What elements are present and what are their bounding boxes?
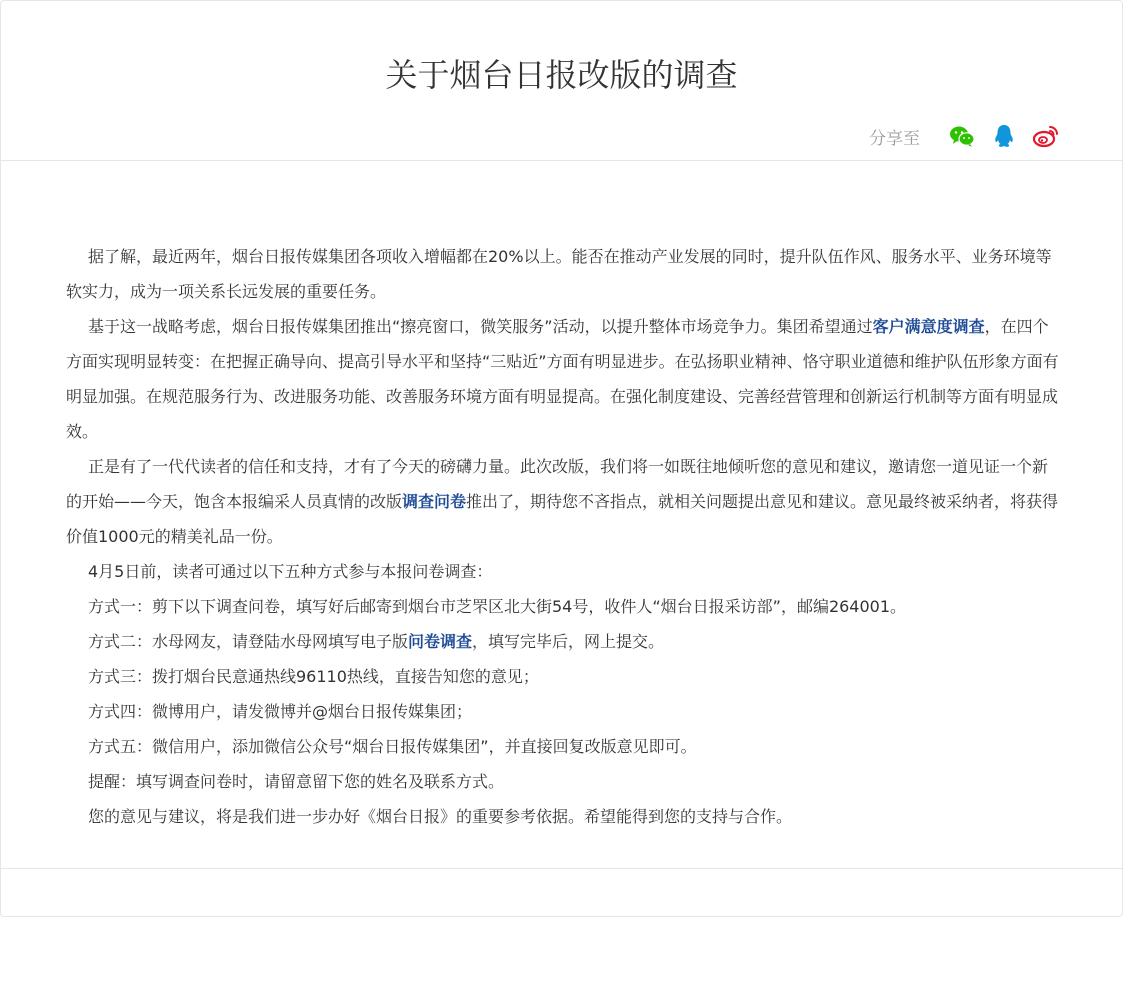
method-two-text-after: ，填写完毕后，网上提交。 bbox=[472, 632, 665, 651]
paragraph-invitation-text: 正是有了一代代读者的信任和支持，才有了今天的磅礴力量。此次改版，我们将一如既往地倾听您的意见和建议，邀请您一道见证一个新的开始——今天，饱含本报编采人员真情的改版 bbox=[66, 457, 1049, 511]
customer-satisfaction-survey-link[interactable]: 客户满意度调查 bbox=[872, 317, 985, 336]
page-title: 关于烟台日报改版的调查 bbox=[385, 56, 738, 94]
method-four: 方式四：微博用户，请发微博并@烟台日报传媒集团； bbox=[88, 702, 473, 721]
paragraph-intro: 据了解，最近两年，烟台日报传媒集团各项收入增幅都在20%以上。能否在推动产业发展的同时，提升队伍作风、服务水平、业务环境等软实力，成为一项关系长远发展的重要任务。 bbox=[66, 247, 1052, 301]
paragraph-invitation-text-after: 推出了，期待您不吝指点，就相关问题提出意见和建议。意见最终被采纳者，将获得价值1000元的精美礼品一份。 bbox=[66, 492, 1059, 546]
method-five: 方式五：微信用户，添加微信公众号“烟台日报传媒集团”，并直接回复改版意见即可。 bbox=[88, 737, 697, 756]
closing-text: 您的意见与建议，将是我们进一步办好《烟台日报》的重要参考依据。希望能得到您的支持与合作。 bbox=[88, 807, 793, 826]
article-footer bbox=[1, 868, 1122, 918]
weibo-icon[interactable] bbox=[1032, 122, 1060, 150]
paragraph-strategy bbox=[66, 309, 1061, 449]
method-one: 方式一：剪下以下调查问卷，填写好后邮寄到烟台市芝罘区北大街54号，收件人“烟台日报采访部”，邮编264001。 bbox=[88, 597, 907, 616]
paragraph-strategy-text-after: ，在四个方面实现明显转变：在把握正确导向、提高引导水平和坚持“三贴近”方面有明显进步。在弘扬职业精神、恪守职业道德和维护队伍形象方面有明显加强。在规范服务行为、改进服务功能、改善服务环境方面有明显提高。在强化制度建设、完善经营管理和创新运行机制等方面有明显成效。 bbox=[66, 317, 1059, 441]
paragraph-deadline: 4月5日前，读者可通过以下五种方式参与本报问卷调查： bbox=[88, 562, 493, 581]
share-label: 分享至 bbox=[869, 128, 920, 149]
questionnaire-link[interactable]: 调查问卷 bbox=[402, 492, 467, 511]
online-survey-link[interactable]: 问卷调查 bbox=[408, 632, 473, 651]
method-two bbox=[66, 624, 1061, 659]
wechat-icon[interactable] bbox=[948, 122, 976, 150]
method-two-text: 方式二：水母网友，请登陆水母网填写电子版 bbox=[88, 632, 409, 651]
qq-icon[interactable] bbox=[990, 122, 1018, 150]
paragraph-strategy-text: 基于这一战略考虑，烟台日报传媒集团推出“擦亮窗口，微笑服务”活动，以提升整体市场竞争力。集团希望通过 bbox=[88, 317, 873, 336]
paragraph-invitation bbox=[66, 449, 1061, 554]
article-header bbox=[1, 1, 1122, 161]
article-body bbox=[66, 239, 1061, 834]
method-three: 方式三：拨打烟台民意通热线96110热线，直接告知您的意见； bbox=[88, 667, 539, 686]
share-bar bbox=[869, 121, 1060, 151]
reminder-text: 提醒：填写调查问卷时，请留意留下您的姓名及联系方式。 bbox=[88, 772, 505, 791]
